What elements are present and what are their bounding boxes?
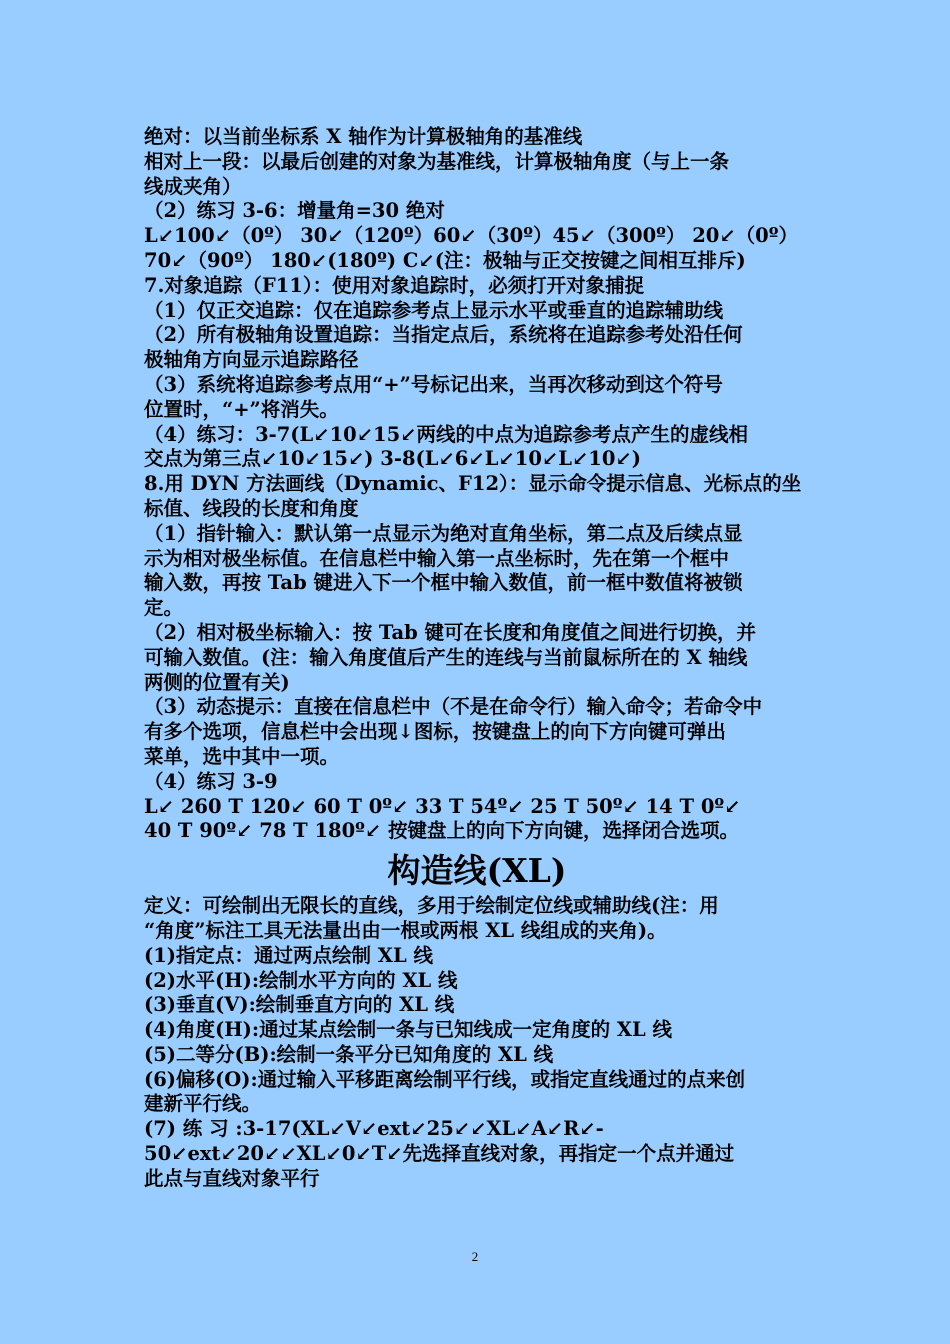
text-line: 有多个选项，信息栏中会出现↓图标，按键盘上的向下方向键可弹出	[144, 720, 726, 744]
text-line: (6)偏移(O):通过输入平移距离绘制平行线，或指定直线通过的点来创	[144, 1067, 746, 1091]
section-heading: 构造线(XL)	[387, 851, 567, 891]
text-line: 绝对：以当前坐标系 X 轴作为计算极轴角的基准线	[144, 125, 583, 148]
text-line: 50↙ext↙20↙↙XL↙0↙T↙先选择直线对象，再指定一个点并通过	[144, 1142, 735, 1166]
text-line: (5)二等分(B):绘制一条平分已知角度的 XL 线	[144, 1042, 554, 1066]
text-line: (1)指定点：通过两点绘制 XL 线	[144, 943, 433, 967]
text-line: (2)水平(H):绘制水平方向的 XL 线	[144, 968, 458, 992]
text-line: 两侧的位置有关)	[144, 670, 290, 694]
text-line: 40 T 90º↙ 78 T 180º↙ 按键盘上的向下方向键，选择闭合选项。	[144, 819, 740, 843]
text-line: （3）动态提示：直接在信息栏中（不是在命令行）输入命令；若命令中	[144, 695, 763, 719]
text-line: 定。	[144, 596, 184, 620]
section-polar-tracking	[144, 125, 810, 844]
text-line: 此点与直线对象平行	[144, 1166, 320, 1190]
text-line: 位置时，“+”将消失。	[144, 397, 339, 421]
text-line: （3）系统将追踪参考点用“+”号标记出来，当再次移动到这个符号	[144, 372, 723, 396]
text-line: 示为相对极坐标值。在信息栏中输入第一点坐标时，先在第一个框中	[144, 546, 730, 570]
text-line: 线成夹角）	[144, 174, 242, 198]
text-line: L↙ 260 T 120↙ 60 T 0º↙ 33 T 54º↙ 25 T 50º↙ 14 T 0º↙	[144, 794, 741, 818]
text-line: 相对上一段：以最后创建的对象为基准线，计算极轴角度（与上一条	[144, 149, 730, 173]
text-line: L↙100↙（0º） 30↙（120º）60↙（30º）45↙（300º） 20↙（0º）	[144, 224, 799, 248]
text-line: （4）练习 3-9	[144, 769, 278, 793]
text-line: (3)垂直(V):绘制垂直方向的 XL 线	[144, 993, 455, 1017]
text-line: （1）仅正交追踪：仅在追踪参考点上显示水平或垂直的追踪辅助线	[144, 298, 724, 322]
text-line: （1）指针输入：默认第一点显示为绝对直角坐标，第二点及后续点显	[144, 521, 743, 545]
text-line: （2）练习 3-6：增量角=30 绝对	[144, 199, 445, 223]
text-line: (4)角度(H):通过某点绘制一条与已知线成一定角度的 XL 线	[144, 1018, 673, 1042]
text-line: 建新平行线。	[144, 1092, 262, 1116]
text-line: （2）所有极轴角设置追踪：当指定点后，系统将在追踪参考处沿任何	[144, 323, 743, 347]
text-line: 70↙（90º） 180↙(180º) C↙(注：极轴与正交按键之间相互排斥)	[144, 248, 746, 272]
section-construction-line	[144, 894, 810, 1192]
text-line: 7.对象追踪（F11）：使用对象追踪时，必须打开对象捕捉	[144, 273, 645, 297]
text-line: （4）练习：3-7(L↙10↙15↙两线的中点为追踪参考点产生的虚线相	[144, 422, 749, 446]
text-line: 可输入数值。(注：输入角度值后产生的连线与当前鼠标所在的 X 轴线	[144, 645, 748, 669]
text-line: （2）相对极坐标输入：按 Tab 键可在长度和角度值之间进行切换，并	[144, 620, 757, 644]
text-line: 输入数，再按 Tab 键进入下一个框中输入数值，前一框中数值将被锁	[144, 571, 743, 595]
page-number: 2	[471, 1249, 479, 1264]
text-line: “角度”标注工具无法量出由一根或两根 XL 线组成的夹角)。	[144, 918, 667, 942]
text-line: (7) 练 习 :3-17(XL↙V↙ext↙25↙↙XL↙A↙R↙-	[144, 1117, 604, 1141]
text-line: 定义：可绘制出无限长的直线，多用于绘制定位线或辅助线(注：用	[144, 894, 719, 918]
text-line: 8.用 DYN 方法画线（Dynamic、F12）：显示命令提示信息、光标点的坐	[144, 472, 802, 496]
text-line: 标值、线段的长度和角度	[144, 496, 359, 520]
text-line: 菜单，选中其中一项。	[144, 744, 340, 768]
document-body	[144, 125, 810, 1192]
text-line: 交点为第三点↙10↙15↙) 3-8(L↙6↙L↙10↙L↙10↙)	[144, 447, 641, 471]
text-line: 极轴角方向显示追踪路径	[144, 348, 359, 372]
